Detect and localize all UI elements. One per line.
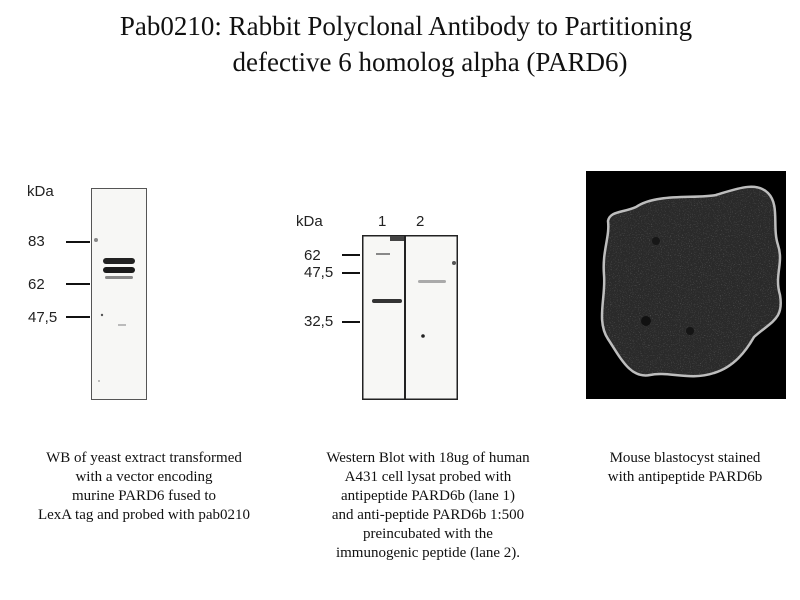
caption-line: immunogenic peptide (lane 2).: [335, 545, 521, 561]
kda-label: kDa: [296, 213, 323, 230]
marker-32-5: 32,5: [304, 313, 334, 330]
lane-label-1: 1: [378, 213, 387, 230]
caption-line: LexA tag and probed with pab0210: [37, 507, 251, 523]
caption-line: Mouse blastocyst stained: [609, 450, 761, 466]
caption-line: and anti-peptide PARD6b 1:500: [331, 507, 525, 523]
marker-tick-47-5: [342, 272, 360, 274]
figure-title: [0, 8, 800, 80]
panel-3-caption: [576, 449, 794, 487]
caption-line: preincubated with the: [363, 526, 493, 542]
blot-1-image: [91, 188, 147, 400]
marker-83: 83: [28, 233, 45, 250]
marker-tick-62: [342, 254, 360, 256]
kda-label: kDa: [27, 183, 54, 200]
figure-title-line-1: Pab0210: Rabbit Polyclonal Antibody to Partitioning: [119, 11, 693, 41]
caption-line: murine PARD6 fused to: [71, 488, 217, 504]
caption-line: antipeptide PARD6b (lane 1): [340, 488, 515, 504]
lane-label-2: 2: [416, 213, 425, 230]
marker-47-5: 47,5: [304, 264, 334, 281]
marker-47-5: 47,5: [28, 309, 58, 326]
blot-2-image: [362, 235, 458, 400]
caption-line: A431 cell lysat probed with: [344, 469, 512, 485]
caption-line: with a vector encoding: [75, 469, 213, 485]
blastocyst-micrograph-image: [586, 171, 786, 399]
marker-tick-47-5: [66, 316, 90, 318]
panel-2-caption: [283, 449, 573, 563]
marker-62: 62: [28, 276, 45, 293]
figure-title-line-2: defective 6 homolog alpha (PARD6): [232, 47, 628, 77]
panel-1-caption: [12, 449, 276, 525]
marker-62: 62: [304, 247, 321, 264]
caption-line: WB of yeast extract transformed: [46, 450, 242, 466]
marker-tick-32-5: [342, 321, 360, 323]
caption-line: Western Blot with 18ug of human: [326, 450, 530, 466]
marker-tick-83: [66, 241, 90, 243]
marker-tick-62: [66, 283, 90, 285]
caption-line: with antipeptide PARD6b: [607, 469, 763, 485]
